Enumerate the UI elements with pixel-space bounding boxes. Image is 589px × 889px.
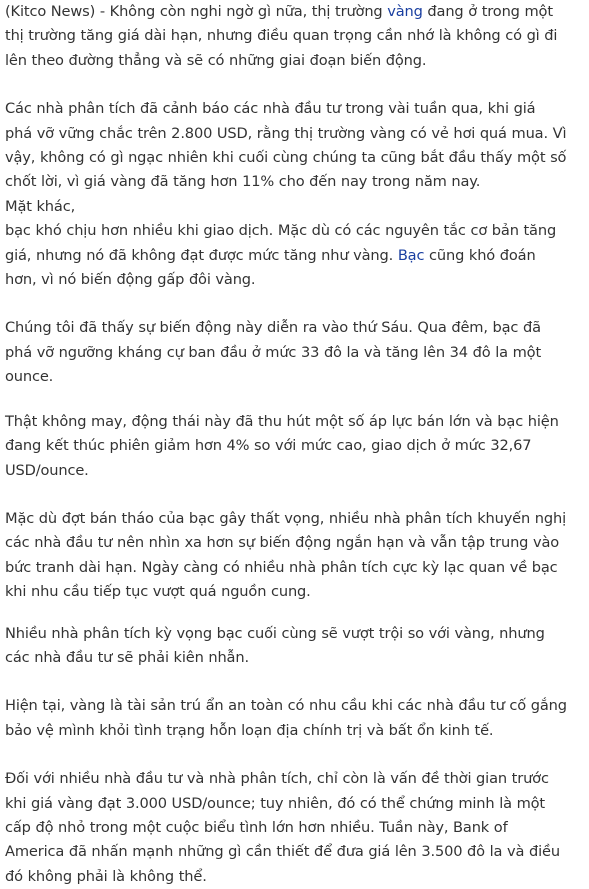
paragraph-safe-haven: Hiện tại, vàng là tài sản trú ẩn an toàn có nhu cầu khi các nhà đầu tư cố gắng bảo vệ mình khỏi tình trạng hỗn loạn địa chính trị và bất ổn kinh tế. xyxy=(5,697,567,739)
paragraph-analyst-warning: Các nhà phân tích đã cảnh báo các nhà đầu tư trong vài tuần qua, khi giá phá vỡ vững chắc trên 2.800 USD, rằng thị trường vàng có vẻ hơi quá mua. Vì vậy, không có gì ngạc nhiên khi cuối cùng chúng ta cũng bắt đầu thấy một số chốt lời, vì giá vàng đã tăng hơn 11% cho đến nay trong năm nay. xyxy=(5,100,567,191)
silver-text-end: cũng khó đoán hơn, vì nó biến động gấp đôi vàng. xyxy=(5,246,536,289)
paragraph-price-target: Đối với nhiều nhà đầu tư và nhà phân tích, chỉ còn là vấn đề thời gian trước khi giá vàng đạt 3.000 USD/ounce; tuy nhiên, đó có thể chứng minh là một cấp độ nhỏ trong một cuộc biểu tình lớn hơn nhiều. Tuần này, Bank of America đã nhấn mạnh những gì cần thiết để đưa giá lên 3.500 đô la và điều đó không phải là không thể. xyxy=(5,770,560,885)
paragraph-on-the-other-hand: Mặt khác, xyxy=(5,197,76,215)
paragraph-intro xyxy=(5,0,589,73)
paragraph-selling-pressure: Thật không may, động thái này đã thu hút một số áp lực bán lớn và bạc hiện đang kết thúc phiên giảm hơn 4% so với mức cao, giao dịch ở mức 32,67 USD/ounce. xyxy=(5,412,559,479)
silver-link[interactable]: Bạc xyxy=(397,246,425,264)
intro-text-start: (Kitco News) - Không còn nghi ngờ gì nữa, thị trường xyxy=(5,3,388,20)
silver-text-start: bạc khó chịu hơn nhiều khi giao dịch. Mặc dù có các nguyên tắc cơ bản tăng giá, nhưng nó đã không đạt được mức tăng như vàng. xyxy=(5,222,557,264)
paragraph-outperform: Nhiều nhà phân tích kỳ vọng bạc cuối cùng sẽ vượt trội so với vàng, nhưng các nhà đầu tư sẽ phải kiên nhẫn. xyxy=(5,624,545,666)
paragraph-silver-volatility xyxy=(5,219,589,292)
paragraph-long-term-view: Mặc dù đợt bán tháo của bạc gây thất vọng, nhiều nhà phân tích khuyến nghị các nhà đầu tư nên nhìn xa hơn sự biến động ngắn hạn và vẫn tập trung vào bức tranh dài hạn. Ngày càng có nhiều nhà phân tích cực kỳ lạc quan về bạc khi nhu cầu tiếp tục vượt quá nguồn cung. xyxy=(5,509,567,601)
intro-text-end: đang ở trong một thị trường tăng giá dài hạn, nhưng điều quan trọng cần nhớ là không có gì đi lên theo đường thẳng và sẽ có những giai đoạn biến động. xyxy=(5,3,558,69)
paragraph-friday-volatility: Chúng tôi đã thấy sự biến động này diễn ra vào thứ Sáu. Qua đêm, bạc đã phá vỡ ngưỡng kháng cự ban đầu ở mức 33 đô la và tăng lên 34 đô la một ounce. xyxy=(5,319,542,386)
gold-link[interactable]: vàng xyxy=(387,3,423,20)
